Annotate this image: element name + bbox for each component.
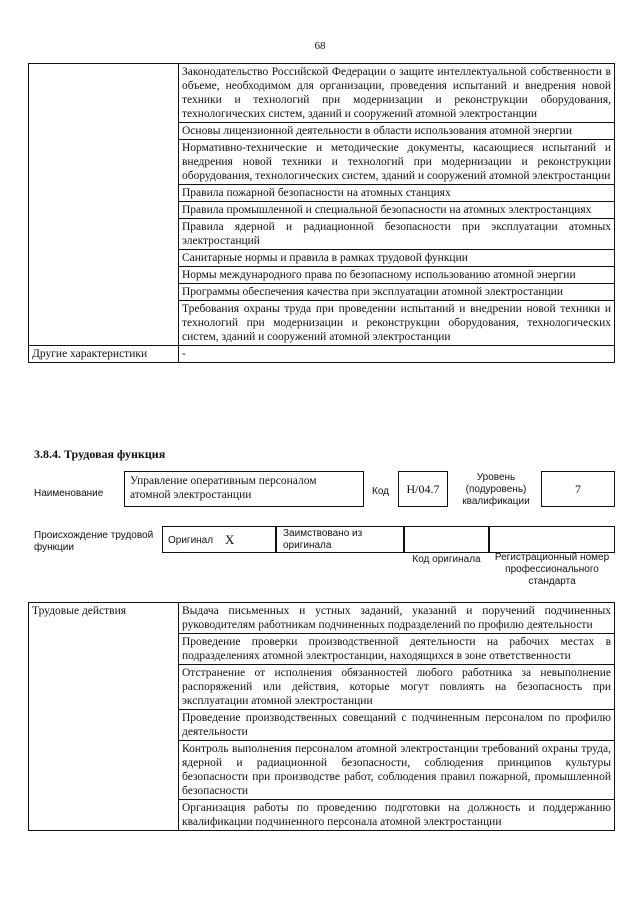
- borrowed-label: Заимствовано из оригинала: [283, 528, 363, 551]
- table-row: [29, 346, 615, 363]
- table-cell: Проведение производственных совещаний с подчиненным персоналом по профилю деятельности: [179, 710, 615, 741]
- table-cell: Правила промышленной и специальной безопасности на атомных электростанциях: [179, 202, 615, 219]
- table-row: [29, 64, 615, 123]
- table-cell: Основы лицензионной деятельности в области использования атомной энергии: [179, 123, 615, 140]
- original-label: Оригинал: [168, 535, 214, 546]
- section-heading: 3.8.4. Трудовая функция: [34, 447, 166, 461]
- table-cell: Нормы международного права по безопасному использованию атомной энергии: [179, 267, 615, 284]
- table-cell: Нормативно-технические и методические документы, касающиеся испытаний и внедрения новой техники и технологий при модернизации и реконструкции оборудования, технологических систем, зданий и сооружений атомной электростанции: [179, 140, 615, 185]
- code-value-box: H/04.7: [398, 471, 448, 507]
- table-cell: Организация работы по проведению подготовки на должность и поддержанию квалификации подчиненного персонала атомной электростанции: [179, 800, 615, 831]
- table-row: [29, 603, 615, 634]
- code-label: Код: [372, 486, 390, 497]
- table-cell: Программы обеспечения качества при эксплуатации атомной электростанции: [179, 284, 615, 301]
- original-mark: X: [225, 532, 235, 547]
- reg-number-caption: Регистрационный номер профессионального стандарта: [494, 552, 610, 587]
- origin-label: Происхождение трудовой функции: [34, 530, 154, 553]
- labor-actions-label: Трудовые действия: [29, 603, 179, 831]
- table-left-cell: [29, 64, 179, 346]
- table-cell: Санитарные нормы и правила в рамках трудовой функции: [179, 250, 615, 267]
- name-label: Наименование: [34, 488, 104, 499]
- reg-number-cell: [489, 526, 615, 553]
- page-number: 68: [314, 40, 326, 52]
- knowledge-table: [28, 63, 615, 363]
- table-cell: Правила ядерной и радиационной безопасности при эксплуатации атомных электростанций: [179, 219, 615, 250]
- code-original-caption: Код оригинала: [412, 554, 481, 565]
- table-cell: Выдача письменных и устных заданий, указаний и поручений подчиненных руководителям работникам подчиненных подразделений по профилю деятельности: [179, 603, 615, 634]
- borrowed-cell: [276, 526, 404, 553]
- labor-actions-table: [28, 602, 615, 831]
- table-cell: Правила пожарной безопасности на атомных станциях: [179, 185, 615, 202]
- table-cell: Контроль выполнения персоналом атомной электростанции требований охраны труда, ядерной и радиационной безопасности, соблюдения принципов культуры безопасности при производстве работ, соблюдения правил пожарной, промышленной безопасности: [179, 741, 615, 800]
- table-cell: Законодательство Российской Федерации о защите интеллектуальной собственности в объеме, необходимом для организации, проведения испытаний и внедрения новой техники и технологий при модернизации и реконструкции оборудования, технологических систем, зданий и сооружений атомной электростанции: [179, 64, 615, 123]
- other-characteristics-value: -: [179, 346, 615, 363]
- table-cell: Проведение проверки производственной деятельности на рабочих местах в подразделениях атомной электростанции, находящихся в зоне ответственности: [179, 634, 615, 665]
- table-cell: Отстранение от исполнения обязанностей любого работника за невыполнение распоряжений или действия, которые могут повлиять на безопасность при эксплуатации атомной электростанции: [179, 665, 615, 710]
- table-cell: Требования охраны труда при проведении испытаний и внедрении новой техники и технологий при модернизации и реконструкции оборудования, технологических систем, зданий и сооружений атомной электростанции: [179, 301, 615, 346]
- other-characteristics-label: Другие характеристики: [29, 346, 179, 363]
- level-value-box: 7: [541, 471, 615, 507]
- code-original-cell: [404, 526, 489, 553]
- name-value-box: Управление оперативным персоналом атомной электростанции: [124, 471, 364, 507]
- level-label: Уровень (подуровень) квалификации: [462, 472, 530, 507]
- original-cell: [162, 526, 276, 553]
